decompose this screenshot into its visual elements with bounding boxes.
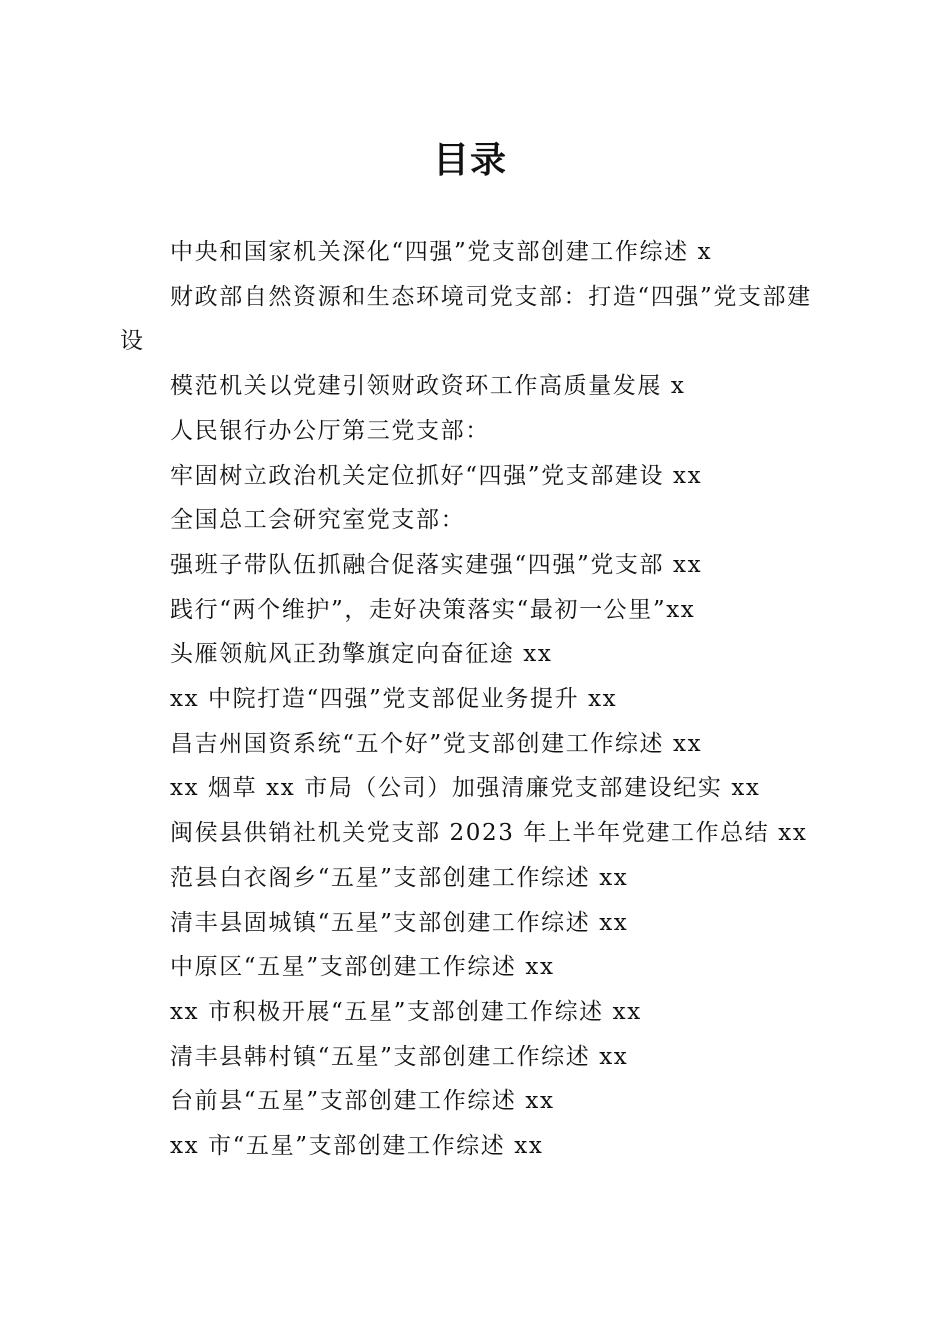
toc-entry: 清丰县韩村镇“五星”支部创建工作综述 xx: [170, 1043, 629, 1070]
page-title: 目录: [432, 139, 507, 181]
toc-entry: 践行“两个维护”，走好决策落实“最初一公里”xx: [170, 596, 696, 623]
toc-entry: 强班子带队伍抓融合促落实建强“四强”党支部 xx: [170, 551, 703, 578]
toc-entry: 台前县“五星”支部创建工作综述 xx: [170, 1088, 555, 1115]
toc-entry: 闽侯县供销社机关党支部 2023 年上半年党建工作总结 xx: [170, 820, 808, 847]
toc-entry: 人民银行办公厅第三党支部：: [170, 417, 490, 444]
table-of-contents: [120, 230, 830, 1169]
toc-entry: xx 烟草 xx 市局（公司）加强清廉党支部建设纪实 xx: [170, 775, 761, 802]
toc-entry: 中原区“五星”支部创建工作综述 xx: [170, 954, 555, 981]
toc-entry: 昌吉州国资系统“五个好”党支部创建工作综述 xx: [170, 730, 703, 757]
toc-entry: xx 市积极开展“五星”支部创建工作综述 xx: [170, 998, 642, 1025]
toc-entry: 模范机关以党建引领财政资环工作高质量发展 x: [170, 373, 686, 400]
toc-entry: 全国总工会研究室党支部：: [170, 507, 466, 534]
toc-entry: 中央和国家机关深化“四强”党支部创建工作综述 x: [170, 239, 713, 265]
toc-entry: 牢固树立政治机关定位抓好“四强”党支部建设 xx: [170, 462, 703, 489]
toc-entry: xx 市“五星”支部创建工作综述 xx: [170, 1133, 544, 1160]
toc-entry: xx 中院打造“四强”党支部促业务提升 xx: [170, 686, 618, 713]
toc-entry: 范县白衣阁乡“五星”支部创建工作综述 xx: [170, 864, 629, 891]
toc-entry: 头雁领航风正劲擎旗定向奋征途 xx: [170, 641, 553, 668]
toc-entry: 清丰县固城镇“五星”支部创建工作综述 xx: [170, 909, 629, 936]
toc-entry: 财政部自然资源和生态环境司党支部：打造“四强”党支部建设: [120, 283, 812, 355]
